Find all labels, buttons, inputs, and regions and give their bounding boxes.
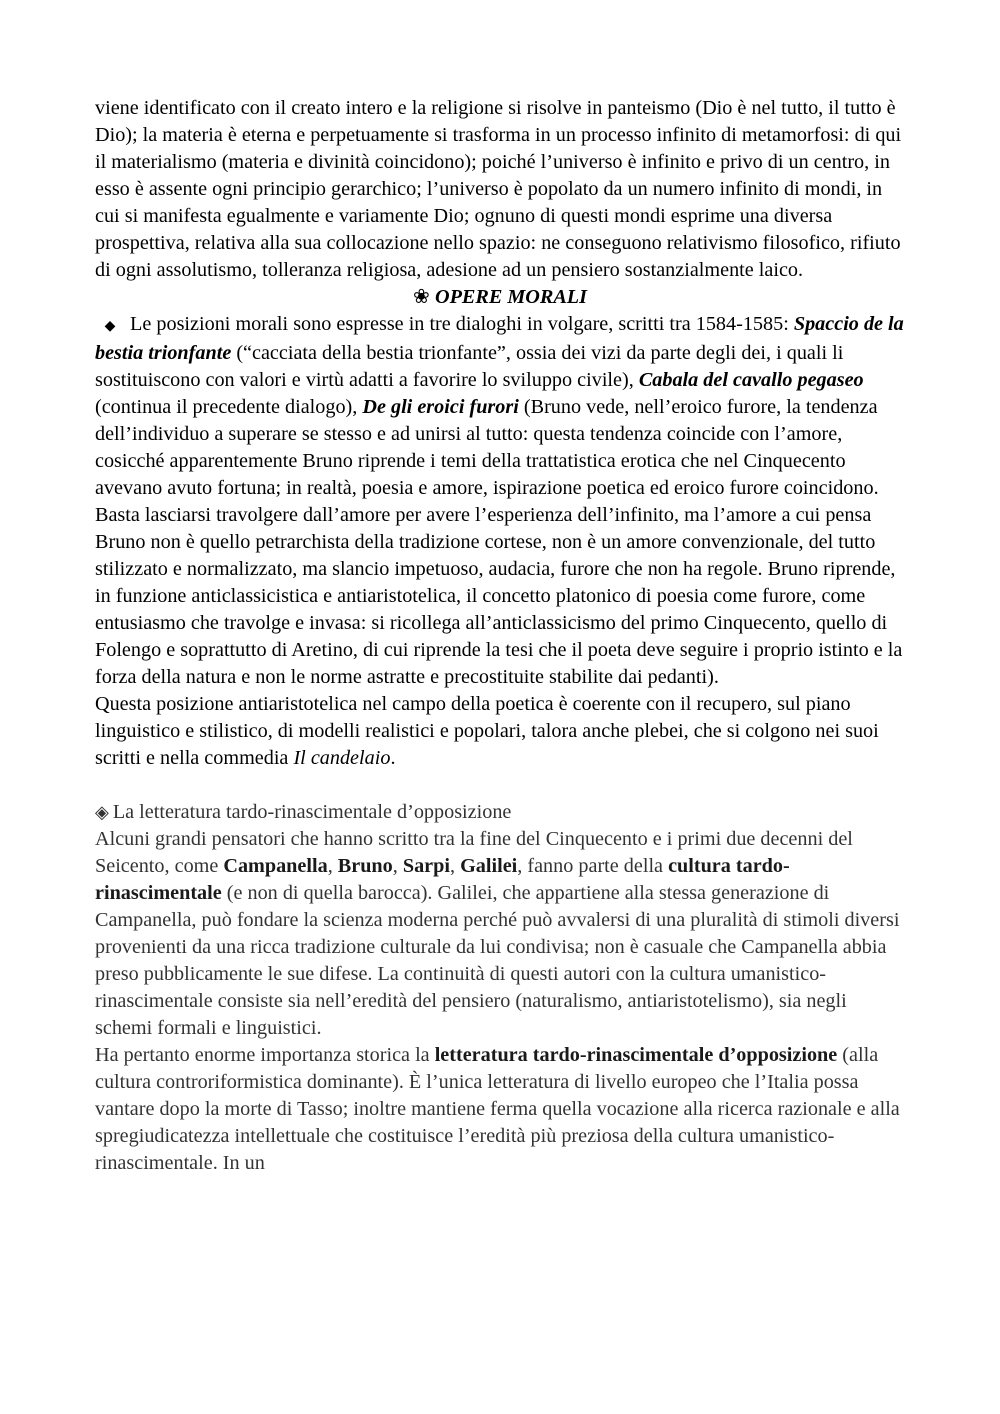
text-span: , fanno parte della: [517, 855, 669, 877]
text-span: (“cacciata della bestia trionfante”, ossia dei vizi da parte degli dei, i quali li sostituiscono con valori e virtù adatti a favorire lo sviluppo civile),: [95, 342, 844, 391]
section-heading-title: La letteratura tardo-rinascimentale d’opposizione: [112, 801, 512, 823]
text-span: (continua il precedente dialogo),: [95, 396, 363, 418]
text-span: ,: [327, 855, 338, 877]
document-page: [95, 95, 905, 1177]
term-letteratura-opposizione: letteratura tardo-rinascimentale d’opposizione: [434, 1044, 838, 1066]
name-sarpi: Sarpi: [402, 855, 450, 877]
heading-opere-morali-title: OPERE MORALI: [434, 286, 587, 308]
diamond-outline-icon: ◈: [95, 802, 109, 822]
paragraph-opere-morali: [95, 311, 905, 691]
name-galilei: Galilei: [460, 855, 518, 877]
work-title-spaccio: Spaccio de la bestia trionfante: [95, 313, 904, 364]
blank-line: [95, 772, 905, 799]
text-span: Le posizioni morali sono espresse in tre dialoghi in volgare, scritti tra 1584-1585:: [125, 313, 794, 335]
text-span: (Bruno vede, nell’eroico furore, la tendenza dell’individuo a superare se stesso e ad unirsi al tutto: questa tendenza coincide con l’amore, cosicché apparentemente Bruno riprende i temi della trattatistica erotica che nel Cinquecento avevano avuto fortuna; in realtà, poesia e amore, ispirazione poetica ed eroico furore coincidono. Basta lasciarsi travolgere dall’amore per avere l’esperienza dell’infinito, ma l’amore a cui pensa Bruno non è quello petrarchista della tradizione cortese, non è un amore convenzionale, del tutto stilizzato e normalizzato, ma slancio impetuoso, audacia, furore che non ha regole. Bruno riprende, in funzione anticlassicistica e antiaristotelica, il concetto platonico di poesia come furore, come entusiasmo che travolge e invasa: si ricollega all’anticlassicismo del primo Cinquecento, quello di Folengo e soprattutto di Aretino, di cui riprende la tesi che il poeta deve seguire i proprio istinto e la forza della natura e non le norme astratte e precostituite stabilite dai pedanti).: [95, 396, 903, 688]
paragraph-pensatori: [95, 826, 905, 1042]
work-title-candelaio: Il candelaio: [293, 747, 391, 769]
text-span: (alla cultura controriformistica dominante). È l’unica letteratura di livello europeo che l’Italia possa vantare dopo la morte di Tasso; inoltre mantiene ferma quella vocazione alla ricerca razionale e alla spregiudicatezza intellettuale che costituisce l’eredità più preziosa della cultura umanistico-rinascimentale. In un: [95, 1044, 900, 1174]
section-heading: [95, 799, 905, 826]
text-span: ,: [392, 855, 403, 877]
text-span: Alcuni grandi pensatori che hanno scritto tra la fine del Cinquecento e i primi due decenni del Seicento, come: [95, 828, 853, 877]
diamond-bullet-icon: ◆: [104, 319, 116, 334]
paragraph-letteratura-opposizione: [95, 1042, 905, 1177]
paragraph-poetica: [95, 691, 905, 772]
paragraph-pantheism: viene identificato con il creato intero e la religione si risolve in panteismo (Dio è nel tutto, il tutto è Dio); la materia è eterna e perpetuamente si trasforma in un processo infinito di metamorfosi: di qui il materialismo (materia e divinità coincidono); poiché l’universo è infinito e privo di un centro, in esso è assente ogni principio gerarchico; l’universo è popolato da un numero infinito di mondi, in cui si manifesta egualmente e variamente Dio; ognuno di questi mondi esprime una diversa prospettiva, relativa alla sua collocazione nello spazio: ne conseguono relativismo filosofico, rifiuto di ogni assolutismo, tolleranza religiosa, adesione ad un pensiero sostanzialmente laico.: [95, 97, 902, 281]
text-span: Ha pertanto enorme importanza storica la: [95, 1044, 435, 1066]
flower-icon: ❀: [413, 286, 430, 308]
text-span: Questa posizione antiaristotelica nel campo della poetica è coerente con il recupero, sul piano linguistico e stilistico, di modelli realistici e popolari, talora anche plebei, che si colgono nei suoi scritti e nella commedia: [95, 693, 879, 769]
heading-opere-morali: [95, 284, 905, 311]
name-bruno: Bruno: [337, 855, 393, 877]
text-span: .: [390, 747, 396, 769]
work-title-eroici-furori: De gli eroici furori: [362, 396, 519, 418]
work-title-cabala: Cabala del cavallo pegaseo: [638, 369, 864, 391]
text-span: ,: [449, 855, 461, 877]
name-campanella: Campanella: [223, 855, 328, 877]
term-cultura-tardo-rinascimentale: cultura tardo-rinascimentale: [95, 855, 790, 904]
text-span: (e non di quella barocca). Galilei, che appartiene alla stessa generazione di Campanella, può fondare la scienza moderna perché può avvalersi di una pluralità di stimoli diversi provenienti da una ricca tradizione culturale da lui condivisa; non è casuale che Campanella abbia preso pubblicamente le sue difese. La continuità di questi autori con la cultura umanistico-rinascimentale consiste sia nell’eredità del pensiero (naturalismo, antiaristotelismo), sia negli schemi formali e linguistici.: [95, 882, 900, 1039]
